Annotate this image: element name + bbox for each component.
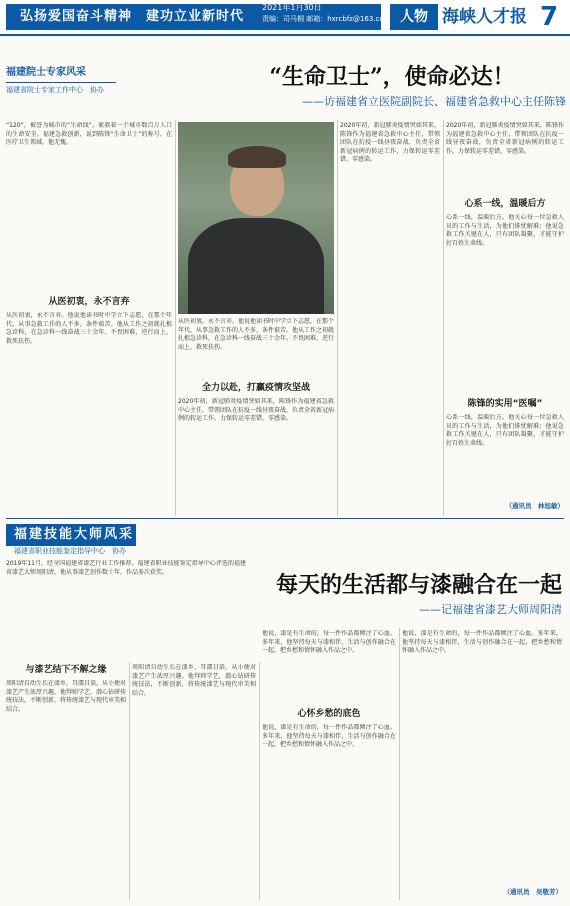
portrait-photo	[178, 122, 334, 314]
article2-headline: 每天的生活都与漆融合在一起	[275, 572, 562, 598]
article2-author: （通讯员 吴敬芳）	[503, 888, 562, 896]
article2-subtitle-2: 心怀乡愁的底色	[297, 709, 361, 719]
column-tag-sub: 福建省院士专家工作中心 协办	[6, 82, 116, 96]
article2-body-1: 周阳清自幼生长在漆乡，耳濡目染，从小便对漆艺产生浓厚兴趣。他拜师学艺，潜心钻研传统技法，不断创新，将传统漆艺与现代审美相结合。	[6, 680, 126, 713]
article1-body-1b: 从医初衷，永不言弃。他说他读书时中学立下志愿，在那个年代，从事急救工作的人不多，条件艰苦。他从工作之初就扎根急诊科，在急诊科一线奋战三十余年。不畏困难，逆行而上，救死扶伤。	[178, 318, 334, 351]
article1-author: （通讯员 林旭敏）	[505, 502, 564, 510]
article2-intro: 2019年11月，经全国福建省漆艺行业工作推荐，福建省职业技能鉴定指导中心评选的福建省漆艺大师周阳清，他从事漆艺创作数十年，作品多次获奖。	[6, 560, 246, 576]
article1-body-1: 从医初衷，永不言弃。他说他读书时中学立下志愿，在那个年代，从事急救工作的人不多，条件艰苦。他从工作之初就扎根急诊科，在急诊科一线奋战三十余年。不畏困难，逆行而上，救死扶伤。	[6, 312, 172, 345]
article2-body-2a: 他说，漆是有生命的，每一件作品都倾注了心血。多年来，他坚持每天与漆相伴，生活与创作融合在一起，把乡愁和情怀融入作品之中。	[262, 630, 396, 655]
article1-body-2: 2020年初，新冠肺炎疫情突如其来，陈锋作为福建省急救中心主任，带领团队在抗疫一线昼夜奋战，负责全省新冠病例的转运工作，力保转运零差错、零感染。	[178, 398, 334, 423]
page-number: 7	[540, 2, 559, 32]
column-divider	[259, 662, 260, 900]
article1-subtitle-4: 陈锋的实用“医嘱”	[467, 399, 543, 409]
section-divider	[6, 518, 564, 519]
header-slogan: 弘扬爱国奋斗精神 建功立业新时代	[6, 4, 381, 30]
newspaper-brand: 海峡人才报	[442, 7, 527, 27]
article1-body-4: 心系一线，温暖后方。他关心每一位急救人员的工作与生活，为他们排忧解难；他说急救工作关键在人，只有团队凝聚，才能守护好百姓生命线。	[446, 414, 564, 447]
article2-subhead: ——记福建省漆艺大师周阳清	[419, 603, 562, 616]
header-date: 2021年1月30日	[262, 3, 322, 12]
article2-body-2b: 他说，漆是有生命的，每一件作品都倾注了心血。多年来，他坚持每天与漆相伴，生活与创作融合在一起，把乡愁和情怀融入作品之中。	[402, 630, 562, 655]
article1-intro: “120”，被誉为城市的“生命线”。紧救着一个城市数百万人口的生命安全。福建急救创新，说到陈锋“生命卫士”的称号，在医疗卫生领域，他无愧。	[6, 122, 172, 147]
section-label: 人物	[390, 4, 438, 30]
article2-subtitle-1: 与漆艺结下不解之缘	[25, 665, 107, 675]
article1-subtitle-3: 心系一线，温暖后方	[464, 199, 546, 209]
column-tag-title: 福建院士专家风采	[6, 67, 86, 78]
article1-subtitle-2: 全力以赴，打赢疫情攻坚战	[201, 383, 310, 393]
portrait-body	[188, 218, 324, 314]
column-divider	[337, 120, 338, 516]
article1-subtitle-1: 从医初衷，永不言弃	[48, 297, 130, 307]
column-banner-sub: 福建省职业技能鉴定指导中心 协办	[14, 547, 126, 555]
article1-body-3: 心系一线，温暖后方。他关心每一位急救人员的工作与生活，为他们排忧解难；他说急救工作关键在人，只有团队凝聚，才能守护好百姓生命线。	[446, 214, 564, 247]
article1-body-2b: 2020年初，新冠肺炎疫情突如其来，陈锋作为福建省急救中心主任，带领团队在抗疫一线昼夜奋战，负责全省新冠病例的转运工作，力保转运零差错、零感染。	[340, 122, 440, 164]
column-tag-academician	[6, 66, 116, 104]
portrait-hair	[228, 146, 286, 168]
article2-body-2: 他说，漆是有生命的，每一件作品都倾注了心血。多年来，他坚持每天与漆相伴，生活与创作融合在一起，把乡愁和情怀融入作品之中。	[262, 724, 396, 749]
column-divider	[399, 628, 400, 900]
article1-headline: “生命卫士”，使命必达！	[269, 64, 515, 90]
article1-subhead: ——访福建省立医院副院长、福建省急救中心主任陈锋	[302, 95, 566, 108]
column-divider	[129, 662, 130, 900]
header-editor: 责编：司马桐 邮箱：hxrcbfz@163.com	[262, 15, 391, 23]
column-banner-skill-master: 福建技能大师风采	[6, 524, 136, 546]
column-divider	[443, 120, 444, 516]
column-divider	[175, 120, 176, 516]
page-header	[0, 0, 570, 36]
article1-body-2c: 2020年初，新冠肺炎疫情突如其来，陈锋作为福建省急救中心主任，带领团队在抗疫一线昼夜奋战，负责全省新冠病例的转运工作，力保转运零差错、零感染。	[446, 122, 564, 155]
article2-body-1b: 周阳清自幼生长在漆乡，耳濡目染，从小便对漆艺产生浓厚兴趣。他拜师学艺，潜心钻研传统技法，不断创新，将传统漆艺与现代审美相结合。	[132, 664, 256, 697]
